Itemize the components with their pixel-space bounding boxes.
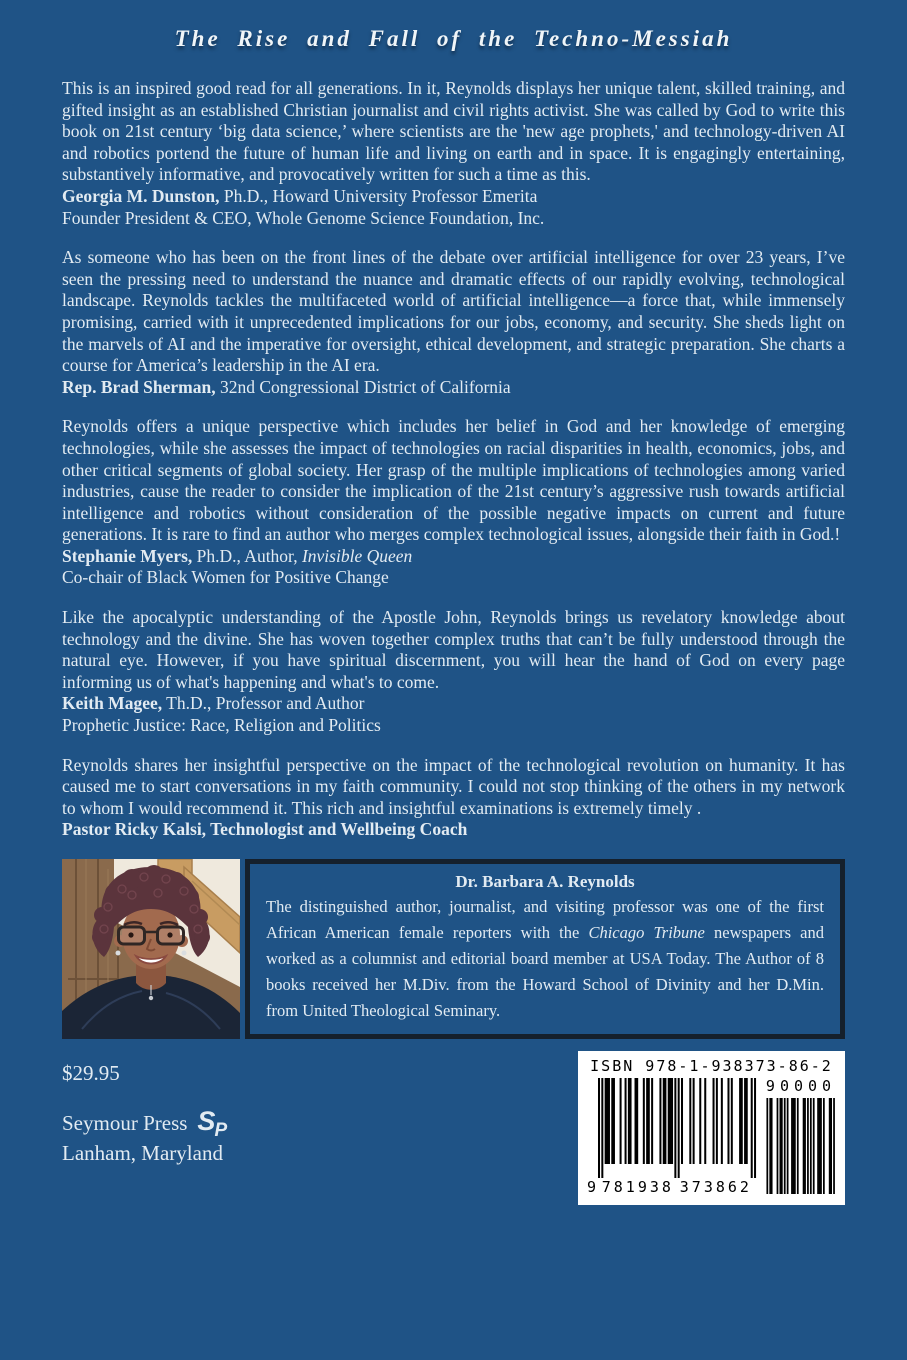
author-bio-heading: Dr. Barbara A. Reynolds <box>455 872 635 891</box>
publisher-name: Seymour Press <box>62 1111 188 1135</box>
svg-text:781938: 781938 <box>601 1178 674 1196</box>
endorsement-quote: Reynolds shares her insightful perspective on the impact of the technological revolution on humanity. It has caused me to start conversations in my faith community. I could not stop thinking of the others in my network to whom I would recommend it. This rich and insightful examinations is extremely timely . <box>62 754 845 818</box>
publisher-line <box>62 1106 228 1141</box>
barcode-bars-row <box>584 1078 839 1201</box>
publisher-logo <box>197 1106 228 1141</box>
svg-text:90000: 90000 <box>765 1078 836 1095</box>
endorsement-credit <box>62 819 845 841</box>
endorser-name: Pastor Ricky Kalsi, Technologist and Wellbeing Coach <box>62 819 468 840</box>
endorser-affiliation: Co-chair of Black Women for Positive Change <box>62 567 389 588</box>
endorsement-quote: As someone who has been on the front lines of the debate over artificial intelligence for over 23 years, I’ve seen the pressing need to understand the nuance and dramatic effects of our rapidly evolving, technological landscape. Reynolds tackles the multifaceted world of artificial intelligence—a force that, while immensely promising, carried with it unprecedented implications for our jobs, economy, and security. She sheds light on the marvels of AI and the imperative for oversight, ethical development, and strategic preparation. She charts a course for America’s leadership in the AI era. <box>62 247 845 376</box>
publisher-logo-s: S <box>197 1106 216 1136</box>
isbn-barcode-box <box>578 1051 845 1205</box>
endorsement-block <box>62 755 845 841</box>
endorser-affiliation: Founder President & CEO, Whole Genome Science Foundation, Inc. <box>62 207 545 228</box>
endorsement-block <box>62 78 845 229</box>
endorser-name: Stephanie Myers, <box>62 545 193 566</box>
book-title: The Rise and Fall of the Techno-Messiah <box>174 26 733 51</box>
bio-text-italic: Chicago Tribune <box>588 923 705 942</box>
bio-text-start: The distinguished author, journalist, and visiting professor was one of the first African American female reporters with the <box>266 897 824 942</box>
ean5-supplement-barcode <box>765 1078 837 1201</box>
endorser-title: Ph.D., Howard University Professor Emerita <box>219 185 538 206</box>
author-bio-box <box>245 859 845 1039</box>
author-bio-text <box>266 894 824 1024</box>
endorser-title: Ph.D., Author, <box>192 545 302 566</box>
endorser-title: Th.D., Professor and Author <box>162 693 365 714</box>
footer <box>62 1051 845 1205</box>
endorsement-block <box>62 607 845 737</box>
publisher-block <box>62 1051 228 1205</box>
endorsement-credit <box>62 186 845 208</box>
endorsement-credit <box>62 546 845 568</box>
endorsement-quote: Reynolds offers a unique perspective which includes her belief in God and her knowledge of emerging technologies, while she assesses the impact of technologies on racial disparities in health, economics, jobs, and other critical segments of global society. Her grasp of the multiple implications of technologies among varied industries, cause the reader to consider the implication of the 21st century’s aggressive rush towards artificial intelligence and robotics without consideration of the possible negative impacts on current and future generations. It is rare to find an author who merges complex technological issues, alongside their faith in God.! <box>62 416 845 545</box>
endorser-name: Rep. Brad Sherman, <box>62 376 216 397</box>
endorsement-quote: Like the apocalyptic understanding of the Apostle John, Reynolds brings us revelatory knowledge about technology and the divine. She has woven together complex truths that can’t be fully understood through the natural eye. However, if you have spiritual discernment, you will hear the hand of God on every page informing us of what's happening and what's to come. <box>62 607 845 692</box>
author-bio-section <box>62 859 845 1039</box>
ean13-barcode <box>587 1078 758 1201</box>
isbn-label: ISBN 978-1-938373-86-2 <box>590 1057 833 1075</box>
author-portrait-image <box>62 859 240 1039</box>
price-label: $29.95 <box>62 1061 120 1085</box>
endorsement-block <box>62 416 845 589</box>
endorser-title: 32nd Congressional District of California <box>215 376 511 397</box>
endorser-title-italic: Invisible Queen <box>301 545 413 566</box>
svg-text:9: 9 <box>586 1178 596 1196</box>
endorser-name: Keith Magee, <box>62 693 163 714</box>
endorser-name: Georgia M. Dunston, <box>62 185 220 206</box>
endorser-affiliation: Prophetic Justice: Race, Religion and Politics <box>62 715 381 736</box>
endorsement-credit <box>62 377 845 399</box>
publisher-logo-p: P <box>214 1120 228 1141</box>
bio-text-end: newspapers and worked as a columnist and editorial board member at USA Today. The Author of 8 books received her M.Div. from the Howard School of Divinity and her D.Min. from United Theological Seminary. <box>266 923 824 1020</box>
svg-text:373862: 373862 <box>679 1178 752 1196</box>
endorsement-credit <box>62 693 845 715</box>
endorsement-block <box>62 247 845 398</box>
endorsement-quote: This is an inspired good read for all generations. In it, Reynolds displays her unique talent, skilled training, and gifted insight as an established Christian journalist and civil rights activist. She was called by God to write this book on 21st century ‘big data science,’ where scientists are the 'new age prophets,' and technology-driven AI and robotics portend the future of human life and living on earth and in space. It is engagingly entertaining, substantively informative, and provocatively written for such a time as this. <box>62 78 845 185</box>
author-photo <box>62 859 240 1039</box>
publisher-location: Lanham, Maryland <box>62 1141 223 1165</box>
